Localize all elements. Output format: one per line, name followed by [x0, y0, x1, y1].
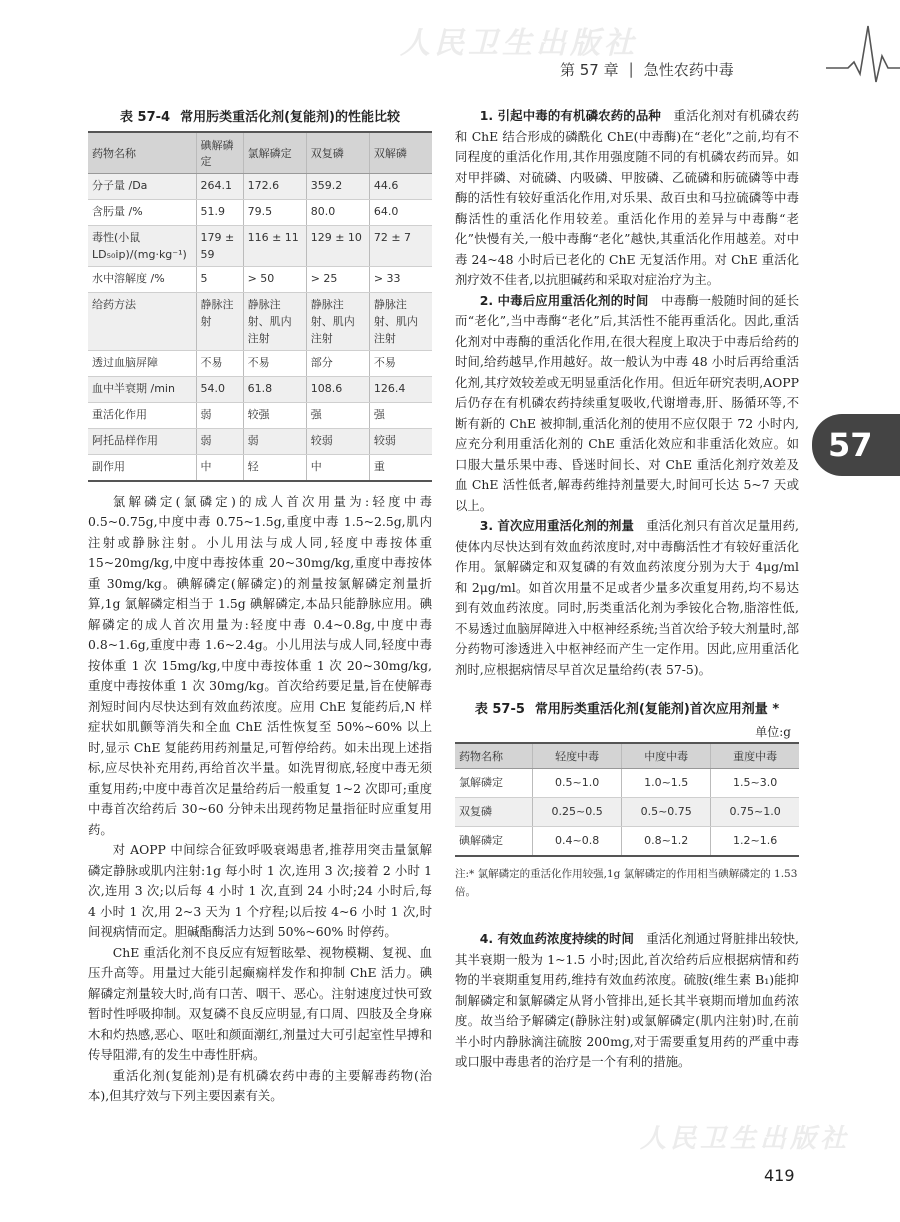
table-57-4-number: 表 57-4: [120, 110, 171, 125]
table-cell: 0.25~0.5: [533, 798, 622, 827]
paragraph: 氯解磷定(氯磷定)的成人首次用量为:轻度中毒 0.5~0.75g,中度中毒 0.75~1.5g,重度中毒 1.5~2.5g,肌内注射或静脉注射。小儿用法与成人同,轻度中毒按体重 15~20mg/kg,中度中毒按体重 20~30mg/kg,重度中毒按体重 30mg/kg。碘解磷定(解磷定)的剂量按氯解磷定剂量折算,1g 氯解磷定相当于 1.5g 碘解磷定,本品只能静脉应用。碘解磷定的成人首次用量为:轻度中毒 0.4~0.8g,中度中毒 0.8~1.6g,重度中毒 1.6~2.4g。小儿用法与成人同,轻度中毒按体重 1 次 15mg/kg,中度中毒按体重 1 次 20~30mg/kg,重度中毒按体重 1 次 30mg/kg。首次给药要足量,旨在使解毒剂短时间内尽快达到有效血药浓度。应用 ChE 复能药后,N 样症状如肌颤等消失和全血 ChE 活性恢复至 50%~60% 以上时,显示 ChE 复能药用药剂量足,可暂停给药。如未出现上述指标,应尽快补充用药,再给首次半量。如洗胃彻底,轻度中毒无须重复用药;中度中毒首次足量给药后一般重复 1~2 次即可;重度中毒首次给药后 30~60 分钟未出现药物足量指征时应重复用药。: [88, 493, 432, 837]
table-cell: 不易: [243, 351, 306, 377]
section-3: [455, 516, 799, 680]
table-cell: 部分: [306, 351, 369, 377]
watermark-bottom: 人民卫生出版社: [640, 1124, 851, 1154]
table-57-5-number: 表 57-5: [474, 702, 525, 717]
section-heading: 4. 有效血药浓度持续的时间: [479, 931, 634, 946]
table-cell: 64.0: [369, 200, 432, 226]
table-cell: 179 ± 59: [196, 226, 243, 267]
table-row: [88, 455, 432, 481]
table-row: [88, 267, 432, 293]
table-cell: 359.2: [306, 174, 369, 200]
table-57-5-unit: 单位:g: [755, 725, 791, 739]
table-cell: 72 ± 7: [369, 226, 432, 267]
column-header: 双解磷: [369, 132, 432, 174]
section-text: 重活化剂对有机磷农药和 ChE 结合形成的磷酰化 ChE(中毒酶)在“老化”之前,均有不同程度的重活化作用,其作用强度随不同的有机磷农药而异。如对甲拌磷、对硫磷、内吸磷、甲胺磷、乙硫磷和肟硫磷等中毒酶的活性有较好重活化作用,对乐果、敌百虫和马拉硫磷等中毒酶活性的重活化作用较差。重活化作用的差异与中毒酶“老化”快慢有关,一般中毒酶“老化”越快,其重活化作用越差。对中毒 24~48 小时后已老化的 ChE 无复活作用。对 ChE 重活化剂疗效不佳者,以抗胆碱药和采取对症治疗为主。: [455, 108, 799, 287]
table-cell: > 50: [243, 267, 306, 293]
table-cell: 0.4~0.8: [533, 827, 622, 857]
row-label-cell: 给药方法: [88, 293, 196, 351]
table-row: [88, 293, 432, 351]
table-row: [88, 429, 432, 455]
row-label-cell: 碘解磷定: [455, 827, 533, 857]
row-label-cell: 副作用: [88, 455, 196, 481]
table-cell: 强: [306, 403, 369, 429]
row-label-cell: 双复磷: [455, 798, 533, 827]
left-column: [88, 106, 432, 1107]
row-label-cell: 氯解磷定: [455, 769, 533, 798]
table-cell: > 25: [306, 267, 369, 293]
row-label-cell: 水中溶解度 /%: [88, 267, 196, 293]
paragraph: ChE 重活化剂不良反应有短暂眩晕、视物模糊、复视、血压升高等。用量过大能引起癫痫样发作和抑制 ChE 活力。碘解磷定剂量较大时,尚有口苦、咽干、恶心。注射速度过快可致暂时性呼吸抑制。双复磷不良反应明显,有口周、四肢及全身麻木和灼热感,恶心、呕吐和颜面潮红,剂量过大可引起室性早搏和传导阻滞,有的发生中毒性肝病。: [88, 944, 432, 1062]
table-cell: 静脉注射、肌内注射: [243, 293, 306, 351]
table-cell: 弱: [243, 429, 306, 455]
section-text: 重活化剂通过肾脏排出较快,其半衰期一般为 1~1.5 小时;因此,首次给药后应根据病情和药物的半衰期重复用药,维持有效血药浓度。硫胺(维生素 B₁)能抑制解磷定和氯解磷定从肾小管排出,延长其半衰期而增加血药浓度。故当给予解磷定(静脉注射)或氯解磷定(肌内注射)时,在前半小时内静脉滴注硫胺 200mg,对于需要重复用药的严重中毒或口服中毒患者的治疗是一个有利的措施。: [455, 931, 799, 1069]
table-57-4-caption: [88, 106, 432, 125]
table-cell: 弱: [196, 429, 243, 455]
table-cell: 172.6: [243, 174, 306, 200]
row-label-cell: 分子量 /Da: [88, 174, 196, 200]
table-cell: 0.5~1.0: [533, 769, 622, 798]
table-cell: 5: [196, 267, 243, 293]
running-header: [560, 58, 734, 80]
table-cell: 44.6: [369, 174, 432, 200]
section-text: 重活化剂只有首次足量用药,使体内尽快达到有效血药浓度时,对中毒酶活性才有较好重活化作用。氯解磷定和双复磷的有效血药浓度分别为大于 4μg/ml 和 2μg/ml。如首次用量不足或者少量多次重复用药,均不易达到有效血药浓度。同时,肟类重活化剂为季铵化合物,脂溶性低,不易透过血脑屏障进入中枢神经系统;当首次给予较大剂量时,部分药物可渗透进入中枢神经而产生一定作用。因此,应用重活化剂时,应根据病情尽早首次足量给药(表 57-5)。: [455, 518, 799, 677]
table-57-5: [455, 742, 799, 857]
table-header-row: [88, 132, 432, 174]
column-header: 中度中毒: [622, 743, 711, 769]
table-cell: 不易: [369, 351, 432, 377]
table-cell: 0.75~1.0: [711, 798, 799, 827]
table-cell: 中: [306, 455, 369, 481]
table-57-5-title: 常用肟类重活化剂(复能剂)首次应用剂量 *: [534, 702, 780, 717]
table-57-4-title: 常用肟类重活化剂(复能剂)的性能比较: [180, 110, 400, 125]
table-row: [88, 351, 432, 377]
table-cell: 129 ± 10: [306, 226, 369, 267]
table-cell: 静脉注射: [196, 293, 243, 351]
page-number: 419: [764, 1166, 795, 1185]
table-cell: 不易: [196, 351, 243, 377]
table-cell: 79.5: [243, 200, 306, 226]
table-57-4: [88, 131, 432, 482]
column-header: 重度中毒: [711, 743, 799, 769]
section-text: 中毒酶一般随时间的延长而“老化”,当中毒酶“老化”后,其活性不能再重活化。因此,重活化剂对中毒酶的重活化作用,在很大程度上取决于中毒后给药的时间,给药越早,作用越好。故一般认为中毒 48 小时后再给重活化剂,其疗效较差或无明显重活化作用。但近年研究表明,AOPP 后仍存在有机磷农药持续重复吸收,代谢增毒,肝、肠循环等,不断有新的 ChE 被抑制,重活化剂的使用不应仅限于 72 小时内,应充分利用重活化剂的 ChE 重活化效应和非重活化效应。如口服大量乐果中毒、昏迷时间长、对 ChE 重活化剂疗效差及血 ChE 活性低者,解毒药维持剂量要大,时间可长达 5~7 天或以上。: [455, 292, 799, 513]
table-cell: 重: [369, 455, 432, 481]
table-57-5-caption: [455, 698, 799, 717]
table-cell: 54.0: [196, 377, 243, 403]
table-row: [88, 226, 432, 267]
section-heading: 3. 首次应用重活化剂的剂量: [479, 518, 634, 533]
table-row: [88, 377, 432, 403]
table-cell: 108.6: [306, 377, 369, 403]
table-cell: 轻: [243, 455, 306, 481]
column-header: 碘解磷定: [196, 132, 243, 174]
column-header: 药物名称: [88, 132, 196, 174]
section-2: [455, 291, 799, 517]
table-cell: 静脉注射、肌内注射: [306, 293, 369, 351]
table-cell: 0.8~1.2: [622, 827, 711, 857]
table-cell: 较弱: [306, 429, 369, 455]
section-4: [455, 929, 799, 1073]
row-label-cell: 毒性(小鼠 LD₅₀ip)/(mg·kg⁻¹): [88, 226, 196, 267]
table-cell: 126.4: [369, 377, 432, 403]
table-57-5-block: [455, 698, 799, 901]
row-label-cell: 透过血脑屏障: [88, 351, 196, 377]
chapter-number: 第 57 章: [560, 60, 619, 79]
paragraph: 对 AOPP 中间综合征致呼吸衰竭患者,推荐用突击量氯解磷定静脉或肌内注射:1g 每小时 1 次,连用 3 次;接着 2 小时 1 次,连用 3 次;以后每 4 小时 1 次,直到 24 小时;24 小时后,每 4 小时 1 次,用 2~3 天为 1 个疗程;以后按 4~6 小时 1 次,时间视病情而定。胆碱酯酶活力达到 50%~60% 时停药。: [88, 842, 432, 939]
column-header: 轻度中毒: [533, 743, 622, 769]
table-row: [88, 200, 432, 226]
table-row: [88, 403, 432, 429]
header-separator: |: [628, 60, 634, 78]
row-label-cell: 阿托品样作用: [88, 429, 196, 455]
table-cell: 强: [369, 403, 432, 429]
right-column: [455, 106, 799, 1073]
table-cell: 静脉注射、肌内注射: [369, 293, 432, 351]
table-row: [455, 798, 799, 827]
row-label-cell: 血中半衰期 /min: [88, 377, 196, 403]
table-cell: 0.5~0.75: [622, 798, 711, 827]
table-cell: 51.9: [196, 200, 243, 226]
table-row: [455, 827, 799, 857]
table-cell: 弱: [196, 403, 243, 429]
table-57-5-note: 注:* 氯解磷定的重活化作用较强,1g 氯解磷定的作用相当碘解磷定的 1.53 倍。: [455, 868, 798, 898]
column-header: 双复磷: [306, 132, 369, 174]
table-cell: 较强: [243, 403, 306, 429]
table-cell: 中: [196, 455, 243, 481]
table-cell: 1.0~1.5: [622, 769, 711, 798]
table-row: [455, 769, 799, 798]
row-label-cell: 重活化作用: [88, 403, 196, 429]
table-cell: > 33: [369, 267, 432, 293]
heartbeat-line-icon: [826, 22, 900, 86]
table-row: [88, 174, 432, 200]
table-cell: 61.8: [243, 377, 306, 403]
table-cell: 1.5~3.0: [711, 769, 799, 798]
left-body-text: [88, 492, 432, 1107]
chapter-tab: 57: [812, 414, 900, 476]
section-1: [455, 106, 799, 291]
table-cell: 264.1: [196, 174, 243, 200]
table-cell: 较弱: [369, 429, 432, 455]
watermark: 人民卫生出版社: [400, 26, 638, 61]
table-cell: 116 ± 11: [243, 226, 306, 267]
paragraph: 重活化剂(复能剂)是有机磷农药中毒的主要解毒药物(治本),但其疗效与下列主要因素有关。: [88, 1067, 432, 1103]
section-heading: 1. 引起中毒的有机磷农药的品种: [479, 108, 661, 123]
column-header: 药物名称: [455, 743, 533, 769]
row-label-cell: 含肟量 /%: [88, 200, 196, 226]
table-header-row: [455, 743, 799, 769]
section-heading: 2. 中毒后应用重活化剂的时间: [479, 292, 649, 308]
chapter-title: 急性农药中毒: [643, 60, 734, 79]
table-cell: 80.0: [306, 200, 369, 226]
column-header: 氯解磷定: [243, 132, 306, 174]
table-cell: 1.2~1.6: [711, 827, 799, 857]
